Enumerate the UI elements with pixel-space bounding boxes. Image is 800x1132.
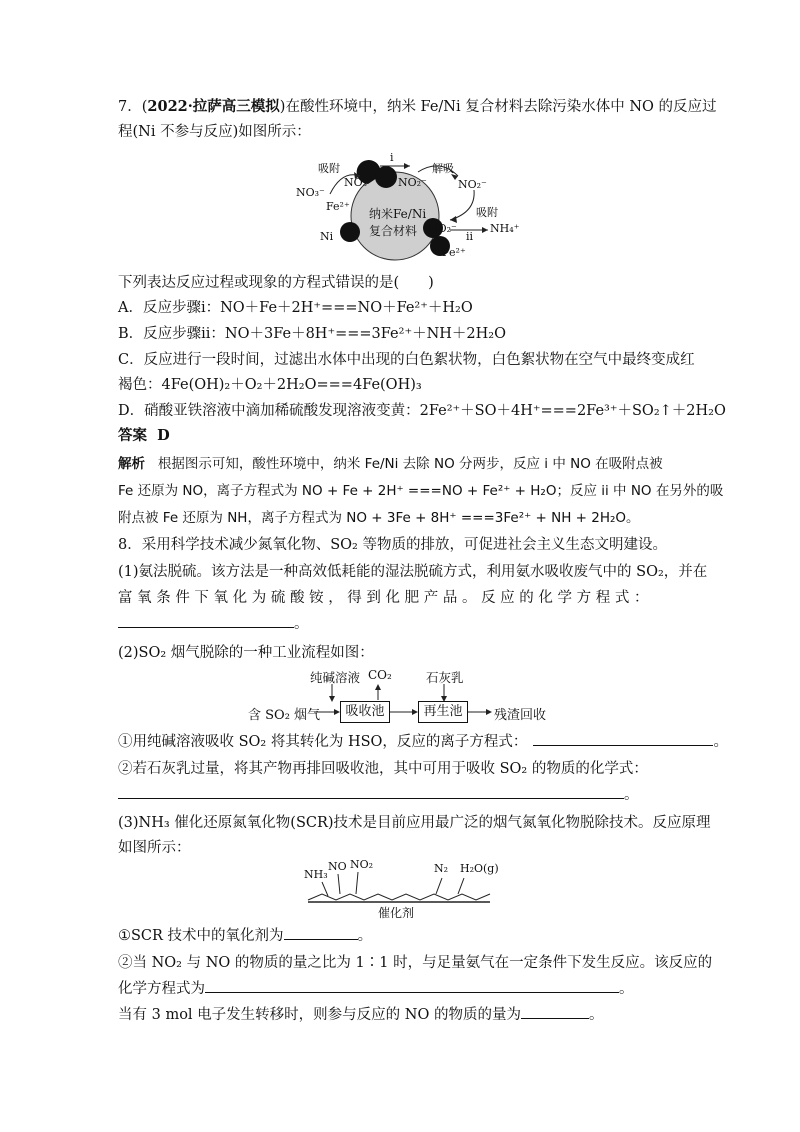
flow-input-label: 含 SO₂ 烟气 bbox=[248, 708, 321, 723]
adsorption-site-1b bbox=[375, 166, 397, 188]
q8-part3-q1-text: ①SCR 技术中的氧化剂为 bbox=[118, 928, 284, 944]
q7-explanation-line1 bbox=[118, 453, 663, 475]
nitrite-lower-label: NO₂⁻ bbox=[428, 222, 457, 235]
nitrite-adsorbed-label: NO₂⁻ bbox=[398, 176, 427, 189]
so2-flow-diagram bbox=[248, 666, 568, 726]
q7-prompt: 下列表达反应过程或现象的方程式错误的是( ) bbox=[118, 275, 434, 291]
period: 。 bbox=[624, 787, 639, 803]
nitrate-adsorbed-label: NO₃⁻ bbox=[344, 176, 373, 189]
answer-blank-5[interactable] bbox=[205, 978, 619, 993]
flow-co2-label: CO₂ bbox=[368, 668, 392, 682]
n2-label: N₂ bbox=[434, 862, 449, 875]
answer-blank-4[interactable] bbox=[284, 925, 358, 940]
q7-option-c-line2: 褐色：4Fe(OH)₂＋O₂＋2H₂O===4Fe(OH)₃ bbox=[118, 377, 422, 393]
nh3-label: NH₃ bbox=[304, 868, 328, 881]
period: 。 bbox=[619, 981, 634, 997]
fe2-label-a: Fe²⁺ bbox=[326, 200, 350, 213]
q8-part1-answer-line bbox=[118, 613, 309, 635]
q7-option-a: A．反应步骤ⅰ：NO＋Fe＋2H⁺===NO＋Fe²⁺＋H₂O bbox=[118, 300, 473, 316]
period: 。 bbox=[357, 928, 373, 944]
explanation-label: 解析 bbox=[118, 456, 145, 472]
scr-diagram bbox=[300, 858, 500, 918]
nitrate-free-label: NO₃⁻ bbox=[296, 186, 325, 199]
nano-fe-ni-diagram bbox=[290, 150, 530, 262]
answer-value: D bbox=[157, 427, 170, 444]
q7-source: 2022·拉萨高三模拟 bbox=[147, 98, 280, 115]
ni-site bbox=[340, 222, 360, 242]
q8-part2-q2-answer-line bbox=[118, 784, 639, 806]
q7-explanation-line2: Fe 还原为 NO，离子方程式为 NO + Fe + 2H⁺ ===NO + Fe²⁺ + H₂O；反应 ii 中 NO 在另外的吸 bbox=[118, 483, 724, 499]
period: 。 bbox=[294, 616, 309, 632]
flow-output-label: 残渣回收 bbox=[494, 708, 547, 723]
desorb-label: 解吸 bbox=[432, 162, 454, 175]
catalyst-surface bbox=[308, 894, 490, 900]
q7-answer bbox=[118, 425, 170, 447]
q7-number: 7．( bbox=[118, 99, 148, 115]
answer-blank-1[interactable] bbox=[118, 613, 294, 628]
adsorb-arrow-2 bbox=[450, 190, 474, 220]
q8-part3-q1 bbox=[118, 925, 372, 947]
step-ii-label: ii bbox=[466, 230, 474, 243]
center-label-2: 复合材料 bbox=[369, 224, 418, 238]
q8-part3-q2-line1: ②当 NO₂ 与 NO 的物质的量之比为 1∶1 时，与足量氨气在一定条件下发生反应。该反应的 bbox=[118, 955, 713, 971]
q8-part3-line2: 如图所示： bbox=[118, 840, 191, 856]
step-i-label: i bbox=[390, 151, 394, 164]
explanation-text-1: 根据图示可知，酸性环境中，纳米 Fe/Ni 去除 NO 分两步，反应 i 中 NO 在吸附点被 bbox=[157, 456, 663, 472]
q8-intro: 8．采用科学技术减少氮氧化物、SO₂ 等物质的排放，可促进社会主义生态文明建设。 bbox=[118, 537, 667, 553]
q7-explanation-line3: 附点被 Fe 还原为 NH，离子方程式为 NO + 3Fe + 8H⁺ ===3Fe²⁺ + NH + 2H₂O。 bbox=[118, 510, 640, 526]
fe2-label-b: Fe²⁺ bbox=[442, 246, 466, 259]
q8-part2-q2: ②若石灰乳过量，将其产物再排回吸收池，其中可用于吸收 SO₂ 的物质的化学式： bbox=[118, 761, 648, 777]
answer-blank-6[interactable] bbox=[521, 1004, 589, 1019]
adsorb-label-2: 吸附 bbox=[476, 206, 498, 219]
q8-part2-q1-text: ①用纯碱溶液吸收 SO₂ 将其转化为 HSO，反应的离子方程式： bbox=[118, 734, 528, 750]
catalyst-label: 催化剂 bbox=[378, 906, 415, 920]
regeneration-pool-box: 再生池 bbox=[418, 701, 468, 723]
period: 。 bbox=[588, 1007, 604, 1023]
absorption-pool-box: 吸收池 bbox=[340, 701, 390, 723]
q8-part1-line2: 富 氧 条 件 下 氧 化 为 硫 酸 铵 ， 得 到 化 肥 产 品 。 反 应 的 化 学 方 程 式 ： bbox=[118, 590, 649, 606]
q7-intro-line1 bbox=[118, 96, 717, 118]
flow-soda-label: 纯碱溶液 bbox=[310, 670, 361, 685]
adsorb-label-1: 吸附 bbox=[318, 162, 340, 175]
q8-part3-q2-line2 bbox=[118, 978, 634, 1000]
center-label-1: 纳米Fe/Ni bbox=[369, 207, 427, 221]
h2o-label: H₂O(g) bbox=[460, 862, 499, 875]
q7-option-c-line1: C．反应进行一段时间，过滤出水体中出现的白色絮状物，白色絮状物在空气中最终变成红 bbox=[118, 352, 695, 368]
q8-part2-q1 bbox=[118, 731, 728, 753]
ni-label: Ni bbox=[320, 230, 334, 243]
q8-part2-title: (2)SO₂ 烟气脱除的一种工业流程如图： bbox=[118, 645, 374, 661]
q7-intro-text: )在酸性环境中，纳米 Fe/Ni 复合材料去除污染水体中 NO 的反应过 bbox=[279, 99, 717, 115]
nitrite-free-label: NO₂⁻ bbox=[458, 178, 487, 191]
answer-label: 答案 bbox=[118, 427, 147, 444]
no2-label: NO₂ bbox=[350, 858, 374, 871]
flow-lime-label: 石灰乳 bbox=[426, 670, 464, 685]
q8-part3-line1: (3)NH₃ 催化还原氮氧化物(SCR)技术是目前应用最广泛的烟气氮氧化物脱除技术。反应原理 bbox=[118, 815, 711, 831]
q8-part3-q3 bbox=[118, 1004, 603, 1026]
ammonium-label: NH₄⁺ bbox=[490, 222, 520, 235]
no-label: NO bbox=[328, 860, 347, 873]
period: 。 bbox=[713, 734, 728, 750]
q7-intro-line2: 程(Ni 不参与反应)如图所示： bbox=[118, 124, 311, 140]
q8-part3-q2-text: 化学方程式为 bbox=[118, 981, 205, 997]
answer-blank-2[interactable] bbox=[533, 731, 713, 746]
answer-blank-3[interactable] bbox=[118, 784, 624, 799]
q8-part3-q3-text: 当有 3 mol 电子发生转移时，则参与反应的 NO 的物质的量为 bbox=[118, 1007, 521, 1023]
q7-option-d: D．硝酸亚铁溶液中滴加稀硫酸发现溶液变黄：2Fe²⁺＋SO＋4H⁺===2Fe³⁺＋SO₂↑＋2H₂O bbox=[118, 403, 726, 419]
q7-option-b: B．反应步骤ⅱ：NO＋3Fe＋8H⁺===3Fe²⁺＋NH＋2H₂O bbox=[118, 326, 506, 342]
q8-part1-line1: (1)氨法脱硫。该方法是一种高效低耗能的湿法脱硫方式，利用氨水吸收废气中的 SO₂，并在 bbox=[118, 564, 708, 580]
